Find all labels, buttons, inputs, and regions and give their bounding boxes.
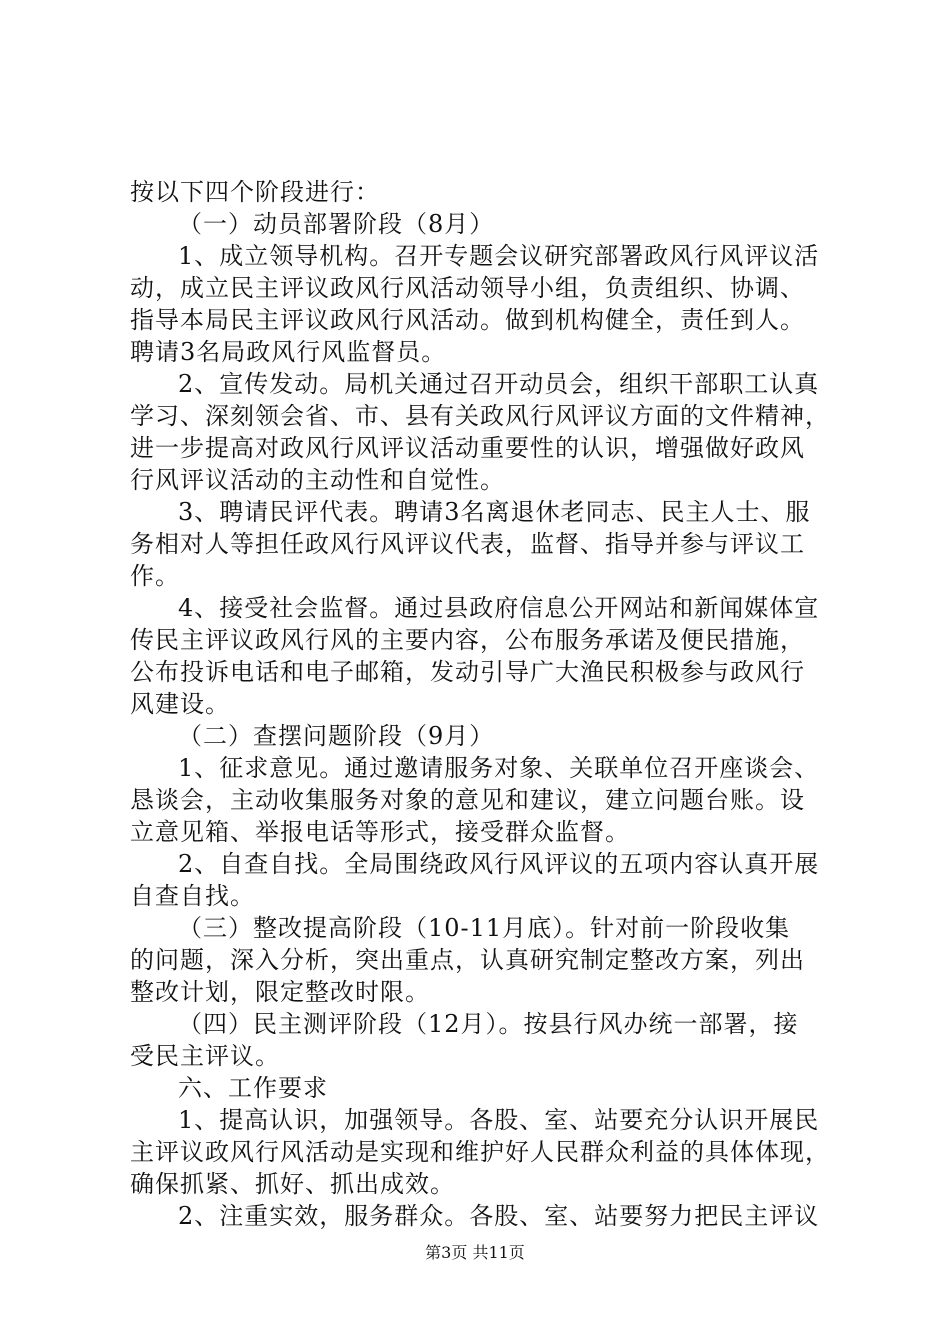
- text-line: 进一步提高对政风行风评议活动重要性的认识，增强做好政风: [130, 434, 805, 462]
- section-heading: （三）整改提高阶段（10-11月底）。针对前一阶段收集: [178, 914, 791, 942]
- text-line: 主评议政风行风活动是实现和维护好人民群众利益的具体体现，: [130, 1138, 830, 1166]
- text-line: 1、成立领导机构。召开专题会议研究部署政风行风评议活: [178, 242, 820, 270]
- text-line: 务相对人等担任政风行风评议代表，监督、指导并参与评议工: [130, 530, 805, 558]
- text-line: 的问题，深入分析，突出重点，认真研究制定整改方案，列出: [130, 946, 805, 974]
- text-line: 3、聘请民评代表。聘请3名离退休老同志、民主人士、服: [178, 498, 811, 526]
- text-line: 受民主评议。: [130, 1042, 280, 1070]
- text-line: 自查自找。: [130, 882, 255, 910]
- text-line: 2、宣传发动。局机关通过召开动员会，组织干部职工认真: [178, 370, 820, 398]
- text-line: 风建设。: [130, 690, 230, 718]
- text-line: 传民主评议政风行风的主要内容，公布服务承诺及便民措施，: [130, 626, 805, 654]
- text-line: 立意见箱、举报电话等形式，接受群众监督。: [130, 818, 630, 846]
- text-line: 学习、深刻领会省、市、县有关政风行风评议方面的文件精神，: [130, 402, 830, 430]
- text-line: 动，成立民主评议政风行风活动领导小组，负责组织、协调、: [130, 274, 805, 302]
- page-footer: 第3页 共11页: [425, 1243, 525, 1262]
- section-heading: （一）动员部署阶段（8月）: [178, 210, 495, 238]
- text-line: 聘请3名局政风行风监督员。: [130, 338, 447, 366]
- section-heading: 六、工作要求: [178, 1074, 328, 1102]
- text-line: 确保抓紧、抓好、抓出成效。: [130, 1170, 455, 1198]
- text-line: 恳谈会，主动收集服务对象的意见和建议，建立问题台账。设: [130, 786, 805, 814]
- text-line: 1、征求意见。通过邀请服务对象、关联单位召开座谈会、: [178, 754, 820, 782]
- text-line: 指导本局民主评议政风行风活动。做到机构健全，责任到人。: [130, 306, 805, 334]
- section-heading: （四）民主测评阶段（12月）。按县行风办统一部署，接: [178, 1010, 799, 1038]
- text-line: 作。: [130, 562, 180, 590]
- text-line: 整改计划，限定整改时限。: [130, 978, 430, 1006]
- text-line: 行风评议活动的主动性和自觉性。: [130, 466, 505, 494]
- text-line: 公布投诉电话和电子邮箱，发动引导广大渔民积极参与政风行: [130, 658, 805, 686]
- text-line: 按以下四个阶段进行：: [130, 178, 380, 206]
- text-line: 4、接受社会监督。通过县政府信息公开网站和新闻媒体宣: [178, 594, 820, 622]
- text-line: 2、注重实效，服务群众。各股、室、站要努力把民主评议: [178, 1202, 820, 1230]
- text-line: 1、提高认识，加强领导。各股、室、站要充分认识开展民: [178, 1106, 820, 1134]
- text-line: 2、自查自找。全局围绕政风行风评议的五项内容认真开展: [178, 850, 820, 878]
- section-heading: （二）查摆问题阶段（9月）: [178, 722, 495, 750]
